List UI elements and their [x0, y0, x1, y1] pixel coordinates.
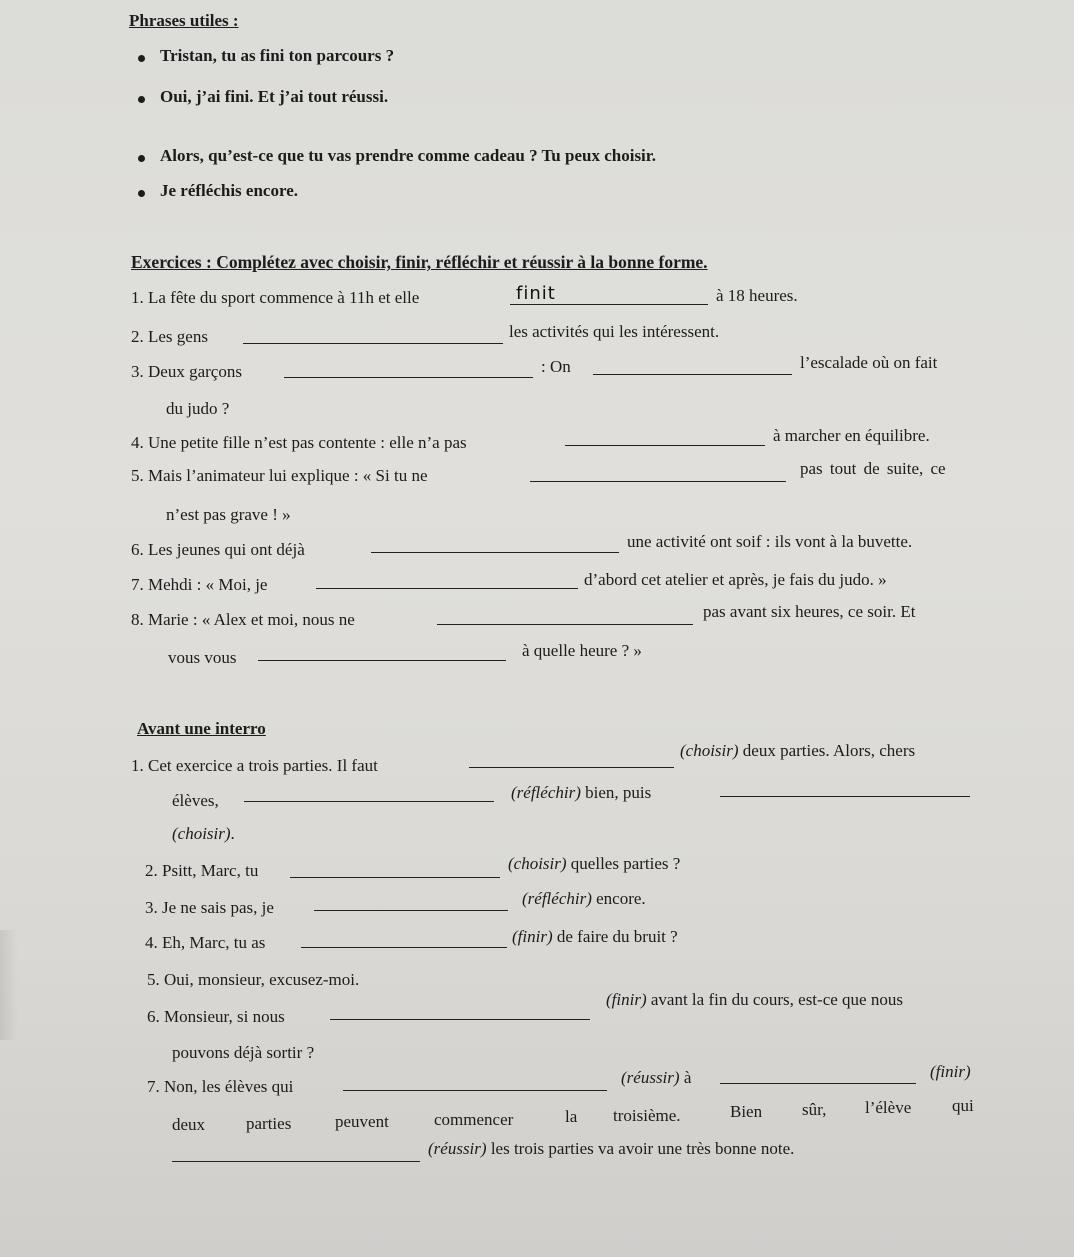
ex2-q6-blank[interactable] — [330, 1019, 590, 1020]
page-shadow — [0, 930, 18, 1040]
ex2-q3-blank[interactable] — [314, 910, 508, 911]
ex2-q1-blank[interactable] — [469, 767, 674, 768]
ex1-q6-text: 6. Les jeunes qui ont déjà — [131, 540, 305, 559]
ex1-q8-blank[interactable] — [258, 660, 506, 661]
ex2-q7-text: 7. Non, les élèves qui — [147, 1077, 294, 1096]
ex2-q7-text: (réussir) à — [621, 1068, 692, 1087]
ex2-q1-text: (choisir). — [172, 824, 235, 843]
ex2-q4-blank[interactable] — [301, 947, 507, 948]
ex2-q7-word: sûr, — [802, 1100, 827, 1119]
ex1-q8-text: 8. Marie : « Alex et moi, nous ne — [131, 610, 355, 629]
ex1-q3-text: du judo ? — [166, 399, 230, 418]
ex2-q7-word: peuvent — [335, 1112, 389, 1131]
ex2-q7-blank[interactable] — [720, 1083, 916, 1084]
ex2-q7-word: parties — [246, 1114, 292, 1133]
ex2-q7-word: qui — [952, 1096, 974, 1115]
ex1-q2-text: 2. Les gens — [131, 327, 208, 346]
ex1-q8-text: à quelle heure ? » — [522, 641, 642, 660]
ex2-q2-blank[interactable] — [290, 877, 500, 878]
ex2-q4-text: 4. Eh, Marc, tu as — [145, 933, 266, 952]
phrase-item: Alors, qu’est-ce que tu vas prendre comme cadeau ? Tu peux choisir. — [160, 146, 657, 165]
ex2-q7-word: l’élève — [865, 1098, 912, 1117]
ex1-q5-text: 5. Mais l’animateur lui explique : « Si tu ne — [131, 466, 428, 485]
ex2-q2-text: 2. Psitt, Marc, tu — [145, 861, 259, 880]
ex2-q3-text: 3. Je ne sais pas, je — [145, 898, 274, 917]
phrase-item: Tristan, tu as fini ton parcours ? — [160, 46, 395, 65]
bullet — [138, 190, 145, 197]
ex2-q7-word: deux — [172, 1115, 206, 1134]
ex1-q1-blank[interactable] — [510, 304, 708, 305]
ex2-q7-blank[interactable] — [343, 1090, 607, 1091]
ex1-q1-answer: finit — [516, 283, 556, 304]
phrases-title: Phrases utiles : — [129, 11, 239, 30]
bullet — [138, 96, 145, 103]
ex1-q3-text: 3. Deux garçons — [131, 362, 242, 381]
ex1-q8-blank[interactable] — [437, 624, 693, 625]
bullet — [138, 155, 145, 162]
ex1-q1-text: à 18 heures. — [716, 286, 798, 305]
ex2-q4-text: (finir) de faire du bruit ? — [512, 927, 678, 946]
ex2-q6-text: 6. Monsieur, si nous — [147, 1007, 285, 1026]
ex1-q8-text: vous vous — [168, 648, 237, 667]
ex2-q7-word: commencer — [434, 1110, 514, 1129]
ex1-q3-text: : On — [541, 357, 571, 376]
phrase-item: Oui, j’ai fini. Et j’ai tout réussi. — [160, 87, 389, 106]
bullet — [138, 55, 145, 62]
ex1-q7-text: 7. Mehdi : « Moi, je — [131, 575, 268, 594]
ex1-q5-text: pas tout de suite, ce — [800, 459, 946, 478]
ex1-q4-blank[interactable] — [565, 445, 765, 446]
ex1-q1-text: 1. La fête du sport commence à 11h et elle — [131, 288, 420, 307]
ex2-q7-word: la — [565, 1107, 578, 1126]
ex2-q6-text: (finir) avant la fin du cours, est-ce que nous — [606, 990, 903, 1009]
ex1-q7-text: d’abord cet atelier et après, je fais du judo. » — [584, 570, 887, 589]
phrase-item: Je réfléchis encore. — [160, 181, 298, 200]
ex1-q6-blank[interactable] — [371, 552, 619, 553]
ex1-q6-text: une activité ont soif : ils vont à la buvette. — [627, 532, 913, 551]
ex1-q2-text: les activités qui les intéressent. — [509, 322, 720, 341]
ex2-q1-text: 1. Cet exercice a trois parties. Il faut — [131, 756, 378, 775]
ex1-q7-blank[interactable] — [316, 588, 578, 589]
ex2-q7-word: Bien — [730, 1102, 763, 1121]
exercise1-title: Exercices : Complétez avec choisir, finir, réfléchir et réussir à la bonne forme. — [131, 252, 708, 272]
ex2-q1-blank[interactable] — [244, 801, 494, 802]
ex2-q1-text: (choisir) deux parties. Alors, chers — [680, 741, 916, 760]
ex1-q3-blank[interactable] — [593, 374, 792, 375]
ex1-q4-text: 4. Une petite fille n’est pas contente : elle n’a pas — [131, 433, 467, 452]
ex1-q2-blank[interactable] — [243, 343, 503, 344]
exercise2-title: Avant une interro — [137, 719, 266, 738]
ex2-q3-text: (réfléchir) encore. — [522, 889, 646, 908]
ex1-q3-text: l’escalade où on fait — [800, 353, 938, 372]
ex2-q7-word: troisième. — [613, 1106, 681, 1125]
ex1-q5-text: n’est pas grave ! » — [166, 505, 291, 524]
ex2-q5-text: 5. Oui, monsieur, excusez-moi. — [147, 970, 360, 989]
ex1-q5-blank[interactable] — [530, 481, 786, 482]
ex2-q2-text: (choisir) quelles parties ? — [508, 854, 681, 873]
ex1-q3-blank[interactable] — [284, 377, 533, 378]
ex2-q7-text: (finir) — [930, 1062, 971, 1081]
ex2-q1-text: (réfléchir) bien, puis — [511, 783, 652, 802]
ex2-q1-text: élèves, — [172, 791, 219, 810]
ex2-q6-text: pouvons déjà sortir ? — [172, 1043, 315, 1062]
ex2-q1-blank[interactable] — [720, 796, 970, 797]
ex2-q7-text: (réussir) les trois parties va avoir une très bonne note. — [428, 1139, 795, 1158]
ex2-q7-blank[interactable] — [172, 1161, 420, 1162]
ex1-q4-text: à marcher en équilibre. — [773, 426, 930, 445]
ex1-q8-text: pas avant six heures, ce soir. Et — [703, 602, 916, 621]
